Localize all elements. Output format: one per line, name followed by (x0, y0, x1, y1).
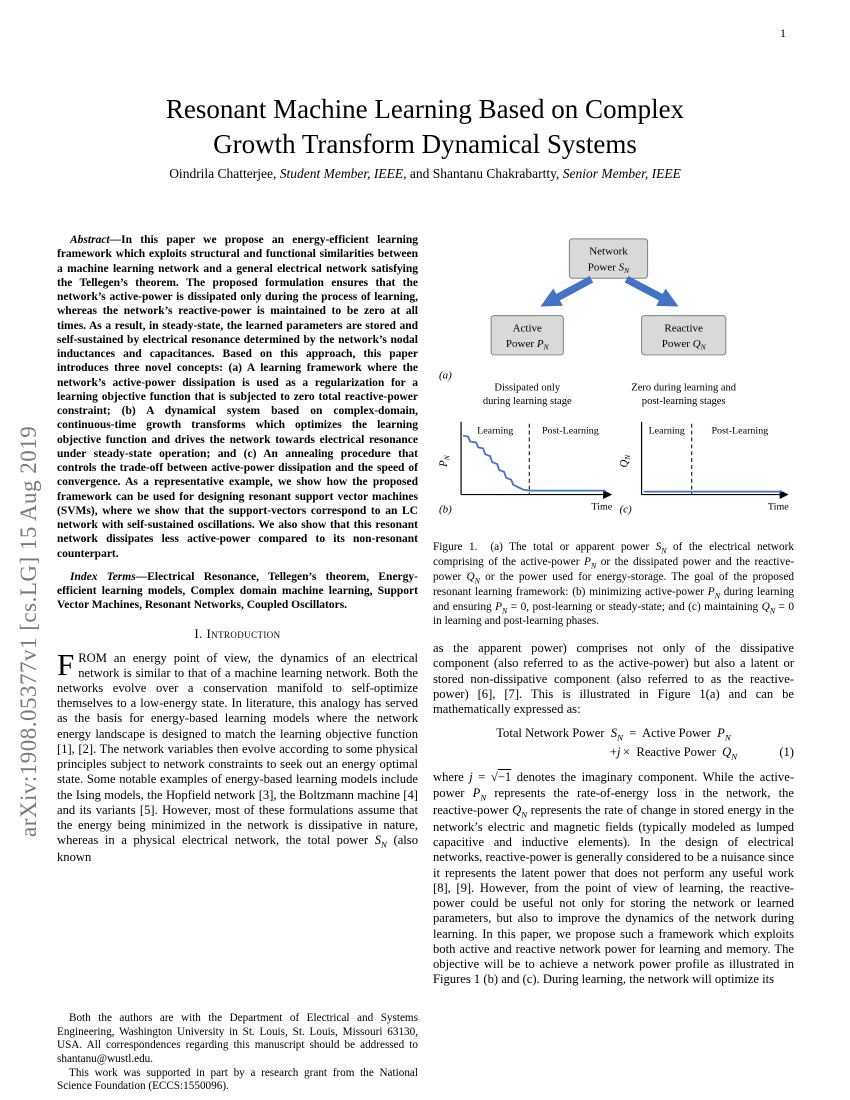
reactive-box-line2: Power (661, 338, 693, 351)
svg-text:Active (513, 322, 543, 334)
plot-b-time-label: Time (591, 501, 613, 513)
figure-1 (433, 233, 794, 629)
intro-paragraph (57, 646, 418, 866)
right-column (433, 233, 794, 988)
figure-1-diagram (433, 233, 794, 528)
equation-1-line2: +j × Reactive Power $Q_N$ (1) (609, 744, 794, 762)
paper-title (105, 92, 745, 162)
left-column (57, 233, 418, 866)
right-paragraph-2: where j = √−1 denotes the imaginary component. While the active-power $P_N$ represents the rate-of-energy loss in the network, the reactive-power $Q_N$ represents the rate of change in stored energy in the network’s electric and magnetic fields (typically modeled as lumped capacitive and inductive elements). In the design of electrical networks, reactive-power is generally considered to be a nuisance since it represents the latent power that does not perform any useful work [8], [9]. However, from the point of view of learning, the reactive-power could be useful not only for storing the network or learned parameters, but also to improve the dynamics of the network during learning. In this paper, we propose such a framework which exploits both active and reactive network power for learning and memory. The objective will be to achieve a network power profile as illustrated in Figures 1 (b) and (c). During learning, the network will optimize its (433, 770, 795, 987)
title-line1: Resonant Machine Learning Based on Complex (165, 94, 685, 125)
equation-1-number: (1) (779, 744, 794, 759)
intro-paragraph-text: ROM an energy point of view, the dynamics of an electrical network is similar to that of a machine learning network. Both the networks evolve over a conservation manifold to self-optimize themselves to a low-energy state. In literature, this analogy has served as the basis for energy-based learning models where the network energy landscape is designed to match the learning objective function [1], [2]. The network variables then evolve according to some physical principles subject to network constraints to seek out an energy optimal state. Some notable examples of energy-based learning models include the Ising models, the Hopfield network [3], the Boltzmann machine [4] and its variants [5]. However, most of these formulations assume that the energy being minimized in the network is dissipative in nature, whereas in a physical electrical network, the total power $S_N$ (also known (57, 650, 418, 865)
active-note-line1: Dissipated only (494, 382, 561, 394)
plot-c-time-label: Time (767, 501, 789, 513)
subfigure-b-label: (b) (439, 503, 452, 516)
svg-text:PN: $P_N$ (437, 455, 452, 467)
plot-c-ylabel: Q (618, 459, 631, 468)
abstract: Abstract—In this paper we propose an energy-efficient learning framework which exploits structural and functional similarities between a machine learning network and a general electrical network satisfying the Tellegen’s theorem. The proposed formulation ensures that the network’s active-power is dissipated only during the process of learning, whereas the network’s reactive-power is maintained to be zero at all times. As a result, in steady-state, the learned parameters are stored and self-sustained by electrical resonance determined by the network’s nodal inductances and capacitances. Based on this approach, this paper introduces three novel concepts: (a) A learning framework where the network’s active-power dissipation is used as a regularization for a learning objective function that is subjected to zero total reactive-power constraint; (b) A dynamical system based on complex-domain, continuous-time growth transforms which optimizes the learning objective function and drives the network towards electrical resonance under steady-state operation; and (c) An annealing procedure that controls the trade-off between active-power dissipation and the speed of convergence. As a representative example, we show how the proposed framework can be used for designing resonant support vector machines (SVMs), where we show that the support-vectors correspond to an LC network with self-sustained oscillations. We also show that this resonant network dissipates less active-power compared to its non-resonant counterpart. (57, 234, 418, 560)
equation-1-line1: Total Network Power $S_N$ = Active Power $P_N$ (496, 726, 731, 743)
subfigure-c-label: (c) (619, 503, 632, 516)
svg-text:QN: $Q_N$ (618, 454, 633, 468)
plot-c-learning-label: Learning (648, 425, 685, 437)
network-box-line1: Network (589, 245, 628, 258)
author-footnote (57, 1012, 418, 1094)
plot-b-post-learning-label: Post-Learning (541, 425, 599, 437)
reactive-note-line1: Zero during learning and (631, 382, 737, 394)
equation-1 (433, 726, 794, 761)
page-number: 1 (780, 26, 786, 40)
active-note-line2: during learning stage (482, 396, 572, 408)
section-heading-introduction: I. Introduction (194, 625, 281, 641)
figure-1-caption: Figure 1. (a) The total or apparent power $S_N$ of the electrical network comprising of the active-power $P_N$ or the dissipated power and the reactive-power $Q_N$ or the power used for energy-storage. The goal of the proposed resonant learning framework: (b) minimizing active-power $P_N$ during learning and ensuring $P_N = 0$, post-learning or steady-state; and (c) maintaining $Q_N = 0$ in learning and post-learning phases. (433, 541, 794, 628)
reactive-box-line1: Reactive (664, 322, 703, 335)
plot-b-learning-label: Learning (477, 425, 514, 437)
active-box-line2: Power (505, 338, 537, 351)
title-line2: Growth Transform Dynamical Systems (213, 129, 637, 160)
plot-c-post-learning-label: Post-Learning (711, 425, 769, 437)
dropcap-letter: F (57, 646, 75, 682)
two-column-layout (57, 233, 794, 988)
svg-text:Power PN: Power $P_N$ (505, 338, 549, 352)
footnote-affiliation: Both the authors are with the Department of Electrical and Systems Engineering, Washington University in St. Louis, St. Louis, Missouri 63130, USA. All correspondences regarding this manuscript should be addressed to shantanu@wustl.edu. (57, 1012, 418, 1065)
network-box-line2: Power (587, 261, 619, 274)
authors-line: Oindrila Chatterjee, Student Member, IEEE, and Shantanu Chakrabartty, Senior Member, IEEE (169, 166, 681, 181)
svg-text:Network (589, 246, 628, 258)
index-terms: Index Terms—Electrical Resonance, Tellegen’s theorem, Energy-efficient learning models, Complex domain machine learning, Support Vector Machines, Resonant Networks, Coupled Oscillators. (57, 570, 418, 612)
subfigure-a-label: (a) (439, 369, 452, 382)
svg-text:Power SN: Power $S_N$ (587, 261, 630, 275)
plot-b-power-curve (463, 436, 605, 491)
reactive-note-line2: post-learning stages (641, 396, 726, 408)
plot-b-ylabel: P (437, 460, 451, 467)
active-box-line1: Active (512, 322, 542, 335)
footnote-funding: This work was supported in part by a research grant from the National Science Foundation (ECCS:1550096). (57, 1066, 418, 1093)
arxiv-watermark: arXiv:1908.05377v1 [cs.LG] 15 Aug 2019 (16, 425, 41, 837)
arrow-to-reactive-icon (627, 279, 670, 302)
svg-text:Reactive (664, 322, 703, 334)
right-paragraph-1: as the apparent power) comprises not only of the dissipative component (also referred to as the active-power) but also a latent or stored non-dissipative component (also referred to as the reactive-power) [6], [7]. This is illustrated in Figure 1(a) and can be mathematically expressed as: (433, 641, 794, 717)
arrow-to-active-icon (549, 279, 591, 302)
svg-text:Power QN: Power $Q_N$ (661, 338, 706, 352)
